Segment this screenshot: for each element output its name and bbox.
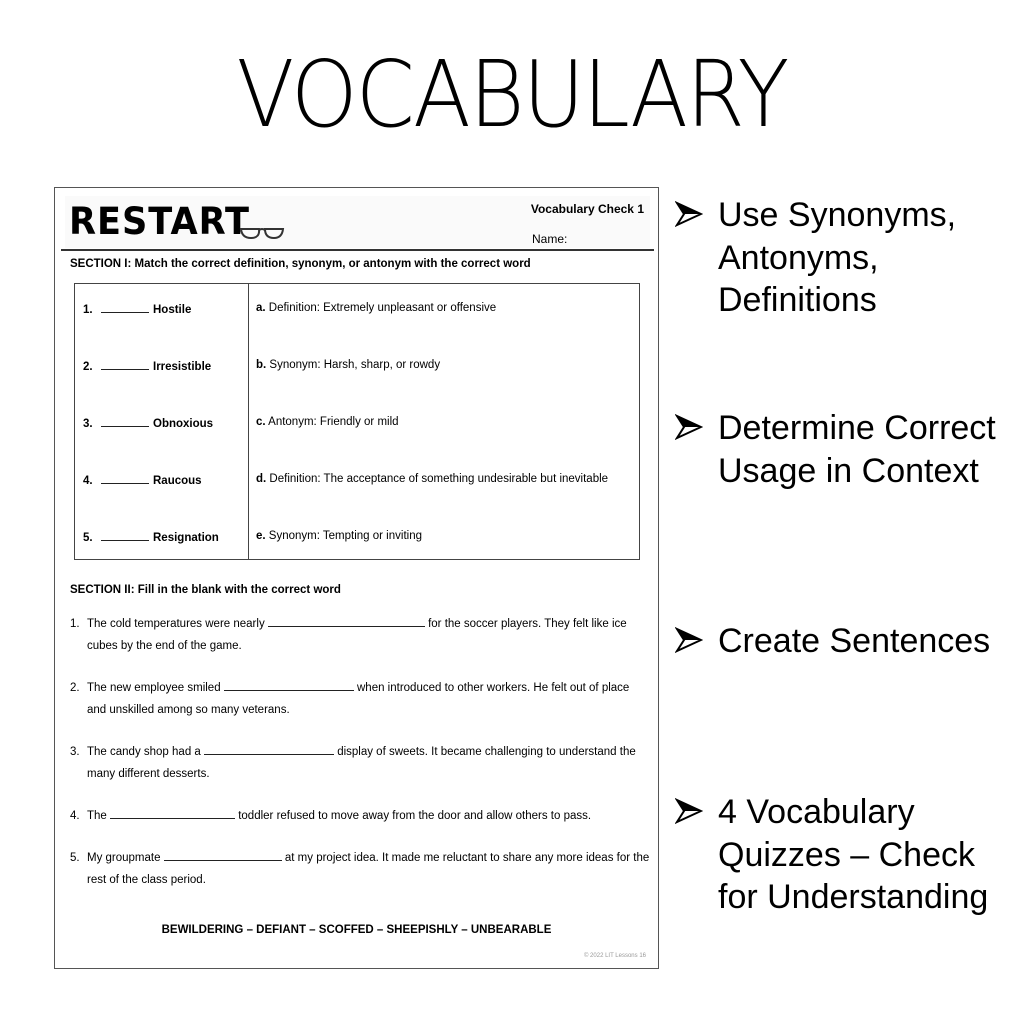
answer-blank[interactable]: [101, 359, 149, 370]
answer-blank[interactable]: [101, 530, 149, 541]
matching-table: [74, 283, 640, 560]
question-text-after: display of sweets. It became challenging to understand the many different desserts.: [87, 746, 636, 780]
arrowhead-bullet-icon: [675, 413, 703, 441]
vocab-word: Raucous: [153, 475, 202, 487]
question-number: 4.: [70, 810, 80, 822]
restart-logo: RESTART: [69, 200, 250, 243]
definition-text: Definition: The acceptance of something undesirable but inevitable: [266, 473, 609, 485]
word-number: 2.: [83, 361, 93, 373]
question-text-after: for the soccer players. They felt like ice cubes by the end of the game.: [87, 618, 627, 652]
vocab-word: Irresistible: [153, 361, 212, 373]
word-row: [83, 416, 213, 430]
feature-text: Use Synonyms, Antonyms, Definitions: [718, 196, 957, 319]
answer-blank[interactable]: [224, 680, 354, 691]
word-number: 1.: [83, 304, 93, 316]
name-label: Name:: [532, 232, 568, 246]
definition-letter: c.: [256, 416, 266, 428]
table-divider: [248, 284, 249, 559]
feature-text: Determine Correct Usage in Context: [718, 409, 996, 490]
fill-in-question: [70, 614, 650, 657]
word-row: [83, 359, 211, 373]
answer-blank[interactable]: [268, 616, 425, 627]
fill-in-question: [70, 806, 650, 828]
question-text-after: at my project idea. It made me reluctant to share any more ideas for the rest of the class period.: [87, 852, 650, 886]
word-row: [83, 302, 191, 316]
fill-in-question: [70, 678, 650, 721]
word-number: 3.: [83, 418, 93, 430]
arrowhead-bullet-icon: [675, 797, 703, 825]
section1-heading: SECTION I: Match the correct definition, synonym, or antonym with the correct word: [70, 258, 531, 270]
header-divider: [61, 249, 654, 251]
word-number: 4.: [83, 475, 93, 487]
page-title: VOCABULARY: [236, 41, 788, 148]
arrowhead-bullet-icon: [675, 200, 703, 228]
question-text-before: The candy shop had a: [87, 746, 204, 758]
definition-row: [256, 302, 496, 314]
question-text-before: The new employee smiled: [87, 682, 224, 694]
worksheet-preview: [54, 187, 659, 969]
definition-row: [256, 359, 440, 371]
vocab-word: Hostile: [153, 304, 192, 316]
definition-letter: e.: [256, 530, 266, 542]
definition-row: [256, 473, 608, 485]
answer-blank[interactable]: [164, 850, 282, 861]
answer-blank[interactable]: [101, 473, 149, 484]
definition-row: [256, 416, 399, 428]
definition-text: Synonym: Tempting or inviting: [265, 530, 422, 542]
question-text-after: when introduced to other workers. He felt out of place and unskilled among so many veterans.: [87, 682, 630, 716]
feature-item: [675, 194, 1015, 322]
question-text-after: toddler refused to move away from the door and allow others to pass.: [235, 810, 592, 822]
answer-blank[interactable]: [204, 744, 334, 755]
word-row: [83, 473, 202, 487]
word-row: [83, 530, 219, 544]
answer-blank[interactable]: [101, 416, 149, 427]
answer-blank[interactable]: [110, 808, 235, 819]
definition-letter: b.: [256, 359, 267, 371]
question-number: 3.: [70, 746, 80, 758]
feature-item: [675, 620, 1015, 663]
check-title: Vocabulary Check 1: [530, 202, 644, 216]
definition-row: [256, 530, 422, 542]
feature-text: Create Sentences: [718, 622, 991, 660]
feature-item: [675, 791, 1015, 919]
question-number: 2.: [70, 682, 80, 694]
word-bank: BEWILDERING – DEFIANT – SCOFFED – SHEEPISHLY – UNBEARABLE: [161, 924, 552, 936]
fill-in-question: [70, 742, 650, 785]
arrowhead-bullet-icon: [675, 626, 703, 654]
section2-heading: SECTION II: Fill in the blank with the correct word: [70, 584, 341, 596]
vocab-word: Resignation: [153, 532, 219, 544]
question-text-before: The cold temperatures were nearly: [87, 618, 268, 630]
question-text-before: The: [87, 810, 111, 822]
copyright-footer: © 2022 LIT Lessons 16: [583, 953, 646, 959]
feature-item: [675, 407, 1015, 492]
answer-blank[interactable]: [101, 302, 149, 313]
feature-text: 4 Vocabulary Quizzes – Check for Understanding: [718, 793, 989, 916]
glasses-icon: [239, 226, 285, 240]
question-number: 5.: [70, 852, 80, 864]
question-text-before: My groupmate: [87, 852, 164, 864]
vocab-word: Obnoxious: [153, 418, 214, 430]
definition-text: Definition: Extremely unpleasant or offensive: [265, 302, 497, 314]
fill-in-question: [70, 848, 650, 891]
question-number: 1.: [70, 618, 80, 630]
definition-letter: a.: [256, 302, 266, 314]
definition-text: Synonym: Harsh, sharp, or rowdy: [266, 359, 441, 371]
word-number: 5.: [83, 532, 93, 544]
definition-text: Antonym: Friendly or mild: [265, 416, 399, 428]
definition-letter: d.: [256, 473, 267, 485]
